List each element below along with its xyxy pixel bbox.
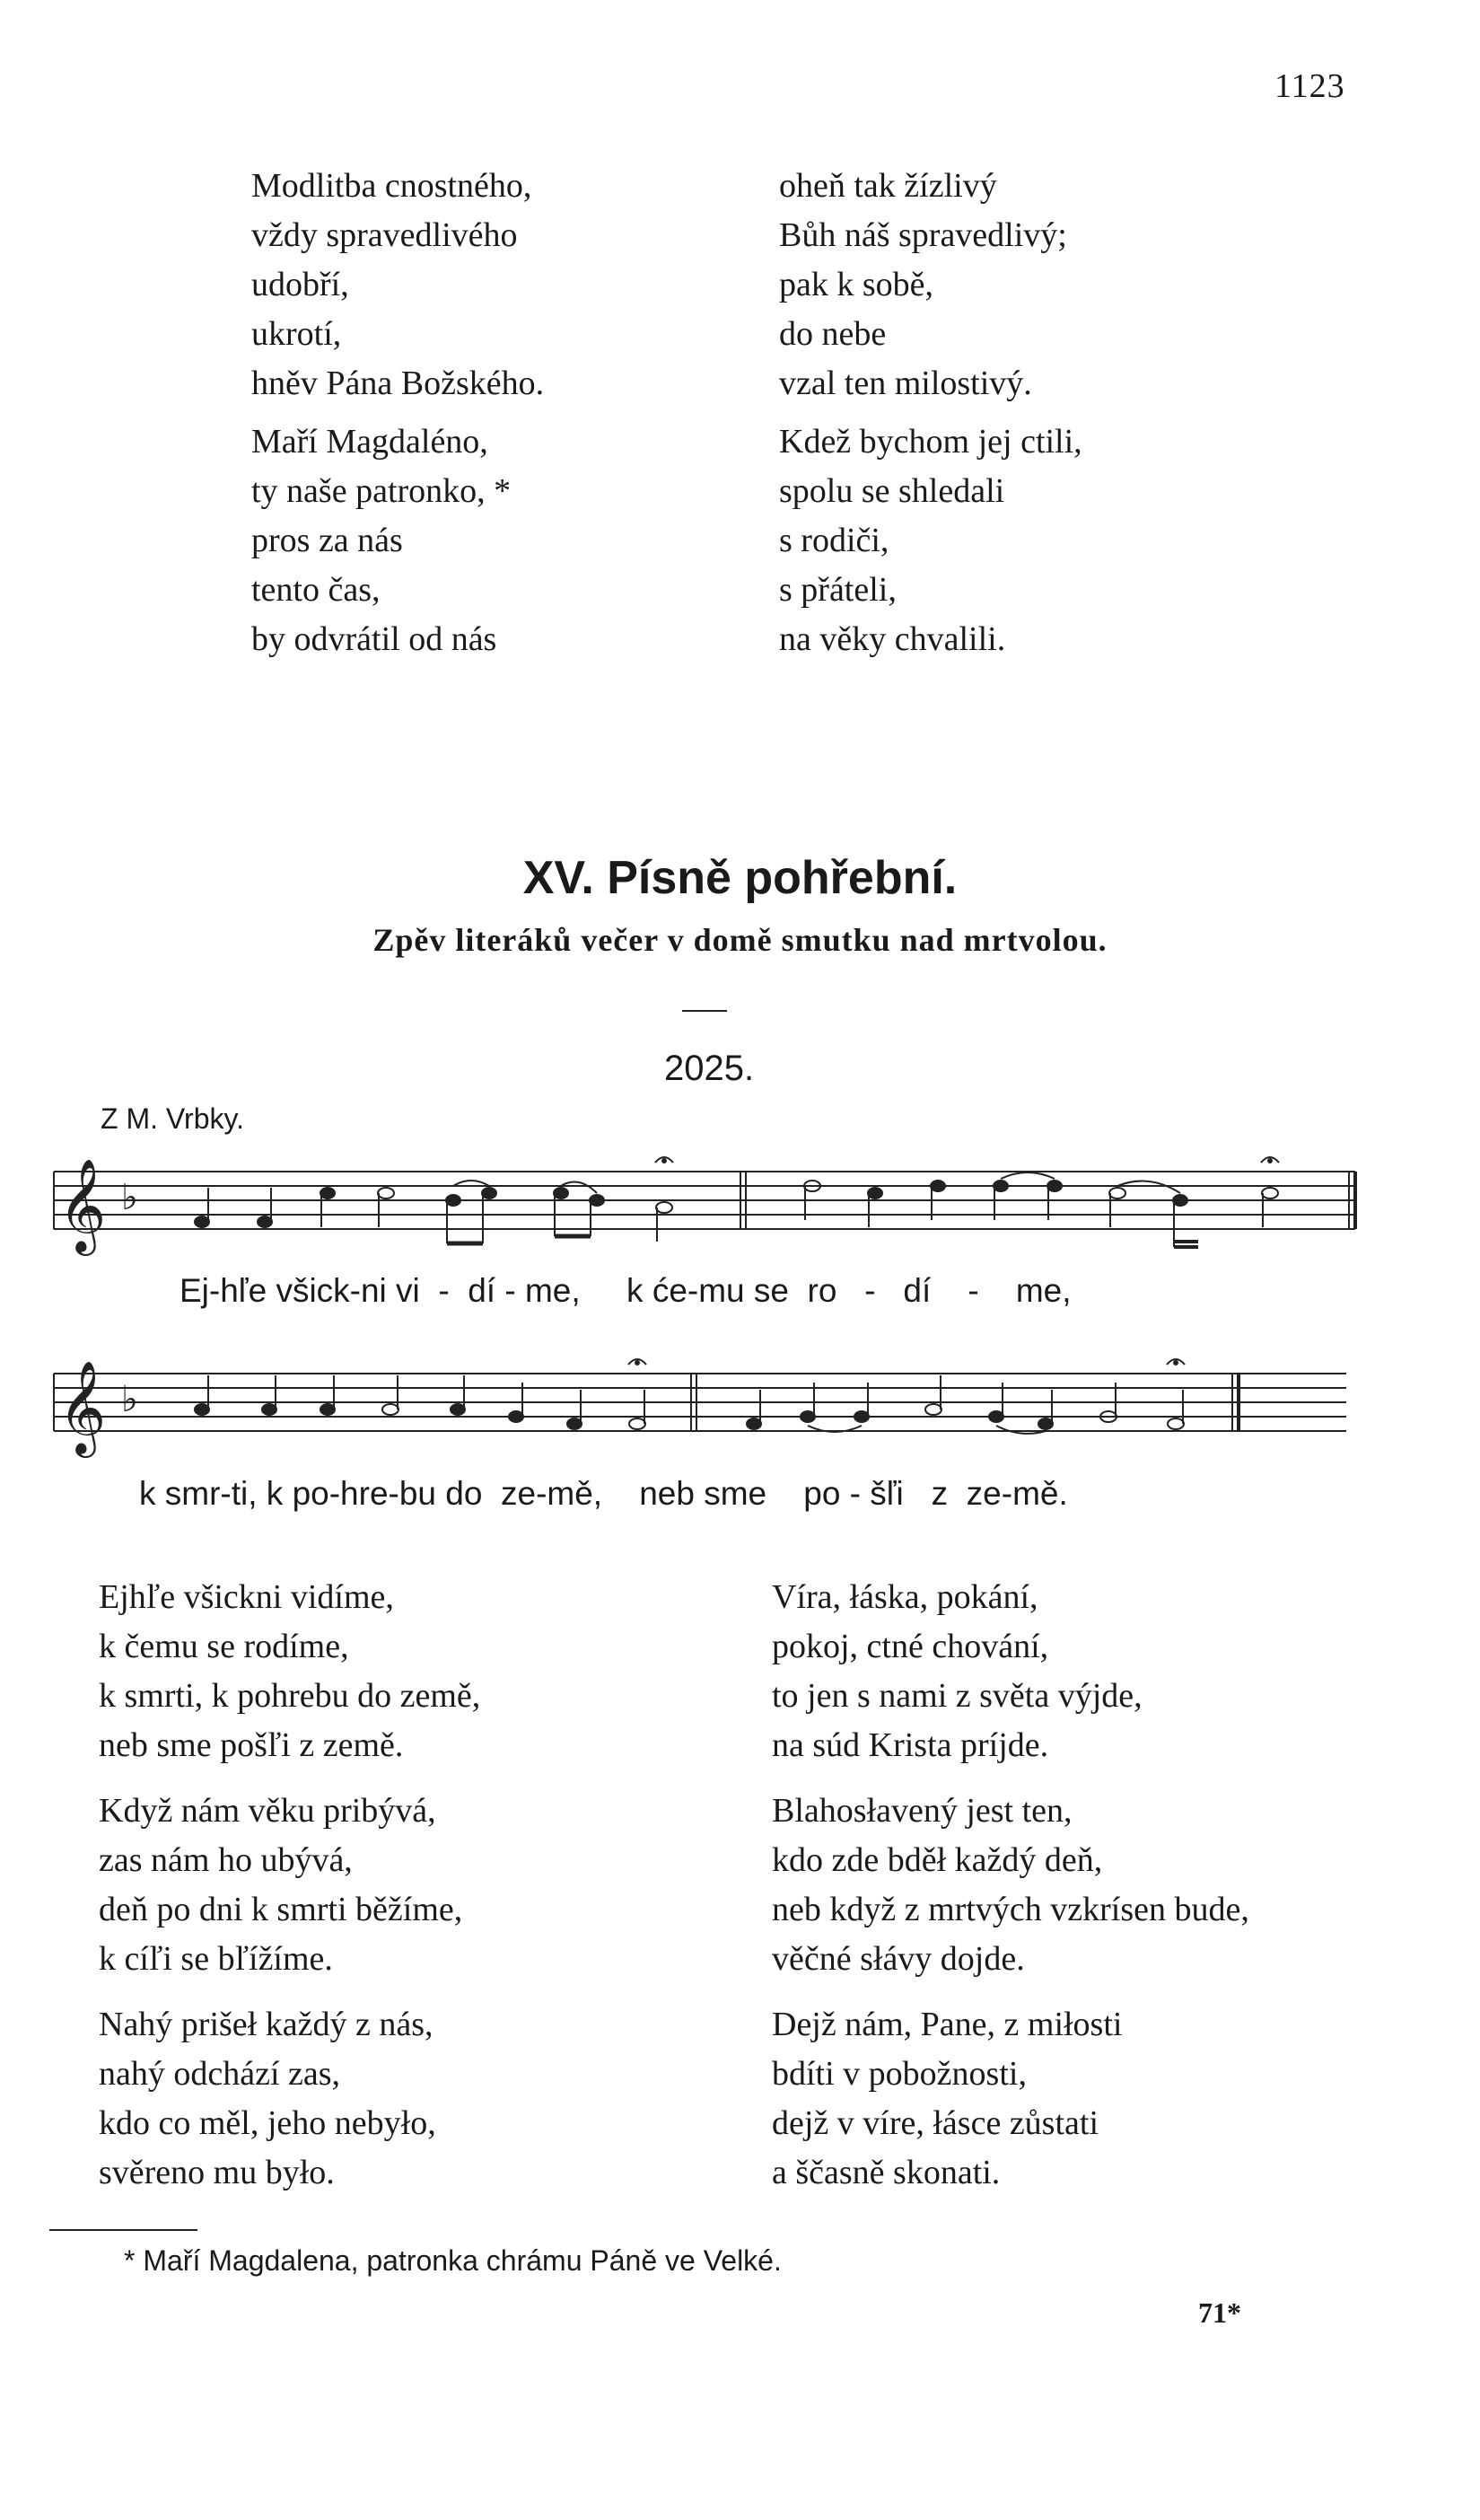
verse-line: ukrotí, <box>251 315 342 353</box>
verse-line: neb když z mrtvých vzkrísen bude, <box>772 1891 1249 1928</box>
top-stanza-left-2 <box>251 417 511 664</box>
verse-line: pros za nás <box>251 522 403 559</box>
section-subtitle: Zpěv literáků večer v domě smutku nad mrtvolou. <box>372 922 1108 958</box>
verse-line: kdo zde bděł každý deň, <box>772 1841 1103 1879</box>
verse-line: Víra, łáska, pokání, <box>772 1578 1038 1616</box>
verse-line: k cíľi se bľížíme. <box>99 1940 333 1978</box>
verse-line: ty naše patronko, * <box>251 472 512 510</box>
verse-line: vždy spravedlivého <box>251 216 518 254</box>
svg-text:♭: ♭ <box>121 1379 138 1420</box>
verse-line: deň po dni k smrti běžíme, <box>99 1891 463 1928</box>
bottom-stanza-left-3 <box>99 2000 436 2198</box>
verse-line: kdo co měl, jeho nebyło, <box>99 2104 436 2142</box>
top-stanza-right-2 <box>779 417 1082 664</box>
verse-line: věčné słávy dojde. <box>772 1940 1025 1978</box>
bottom-stanza-right-1 <box>772 1573 1143 1770</box>
verse-line: vzal ten milostivý. <box>779 364 1032 402</box>
verse-line: nahý odchází zas, <box>99 2055 341 2093</box>
music-staff-2 <box>49 1356 1396 1463</box>
verse-line: neb sme pošľi z země. <box>99 1726 404 1764</box>
signature-mark: 71* <box>1198 2296 1241 2329</box>
verse-line: spolu se shledali <box>779 472 1005 510</box>
top-stanza-left-1 <box>251 162 544 408</box>
verse-line: oheň tak žízlivý <box>779 167 997 205</box>
verse-line: Bůh náš spravedlivý; <box>779 216 1067 254</box>
verse-line: Blahosłavený jest ten, <box>772 1792 1073 1830</box>
verse-line: pak k sobě, <box>779 266 934 303</box>
footnote-divider <box>49 2229 197 2231</box>
verse-line: dejž v víre, łásce zůstati <box>772 2104 1099 2142</box>
verse-line: to jen s nami z světa výjde, <box>772 1677 1143 1715</box>
verse-line: k čemu se rodíme, <box>99 1628 349 1665</box>
verse-line: tento čas, <box>251 571 381 609</box>
verse-line: na věky chvalili. <box>779 620 1006 658</box>
verse-line: udobří, <box>251 266 349 303</box>
verse-line: Dejž nám, Pane, z miłosti <box>772 2006 1123 2043</box>
music-staff-1 <box>49 1154 1396 1261</box>
verse-line: na súd Krista príjde. <box>772 1726 1049 1764</box>
svg-text:𝄞: 𝄞 <box>58 1158 107 1252</box>
song-number: 2025. <box>664 1049 755 1088</box>
verse-line: s přáteli, <box>779 571 897 609</box>
song-attribution: Z M. Vrbky. <box>101 1102 244 1135</box>
verse-line: do nebe <box>779 315 887 353</box>
svg-text:𝄞: 𝄞 <box>58 1360 107 1454</box>
verse-line: bdíti v pobožnosti, <box>772 2055 1027 2093</box>
verse-line: by odvrátil od nás <box>251 620 497 658</box>
page-number: 1123 <box>1274 67 1345 105</box>
bottom-stanza-left-1 <box>99 1573 480 1770</box>
verse-line: Kdež bychom jej ctili, <box>779 423 1082 461</box>
verse-line: s rodiči, <box>779 522 889 559</box>
verse-line: pokoj, ctné chování, <box>772 1628 1049 1665</box>
verse-line: hněv Pána Božského. <box>251 364 545 402</box>
bottom-stanza-right-2 <box>772 1787 1249 1984</box>
verse-line: k smrti, k pohrebu do země, <box>99 1677 481 1715</box>
verse-line: Ejhľe všickni vidíme, <box>99 1578 394 1616</box>
bottom-stanza-right-3 <box>772 2000 1122 2198</box>
section-title: XV. Písně pohřební. <box>522 852 958 904</box>
verse-line: Když nám věku pribývá, <box>99 1792 436 1830</box>
verse-line: zas nám ho ubývá, <box>99 1841 353 1879</box>
top-stanza-right-1 <box>779 162 1067 408</box>
verse-line: Nahý prišeł každý z nás, <box>99 2006 433 2043</box>
music-lyrics-line-1: Ej-hľe všick-ni vi - dí - me, k će-mu se ro - dí - me, <box>180 1272 1072 1309</box>
svg-text:♭: ♭ <box>121 1177 138 1218</box>
footnote: * Maří Magdalena, patronka chrámu Páně ve Velké. <box>124 2244 782 2277</box>
bottom-stanza-left-2 <box>99 1787 462 1984</box>
divider <box>682 1010 727 1012</box>
verse-line: a ščasně skonati. <box>772 2154 1001 2191</box>
verse-line: Modlitba cnostného, <box>251 167 532 205</box>
music-lyrics-line-2: k smr-ti, k po-hre-bu do ze-mě, neb sme po - šľi z ze-mě. <box>139 1475 1068 1512</box>
verse-line: svěreno mu było. <box>99 2154 335 2191</box>
verse-line: Maří Magdaléno, <box>251 423 488 461</box>
